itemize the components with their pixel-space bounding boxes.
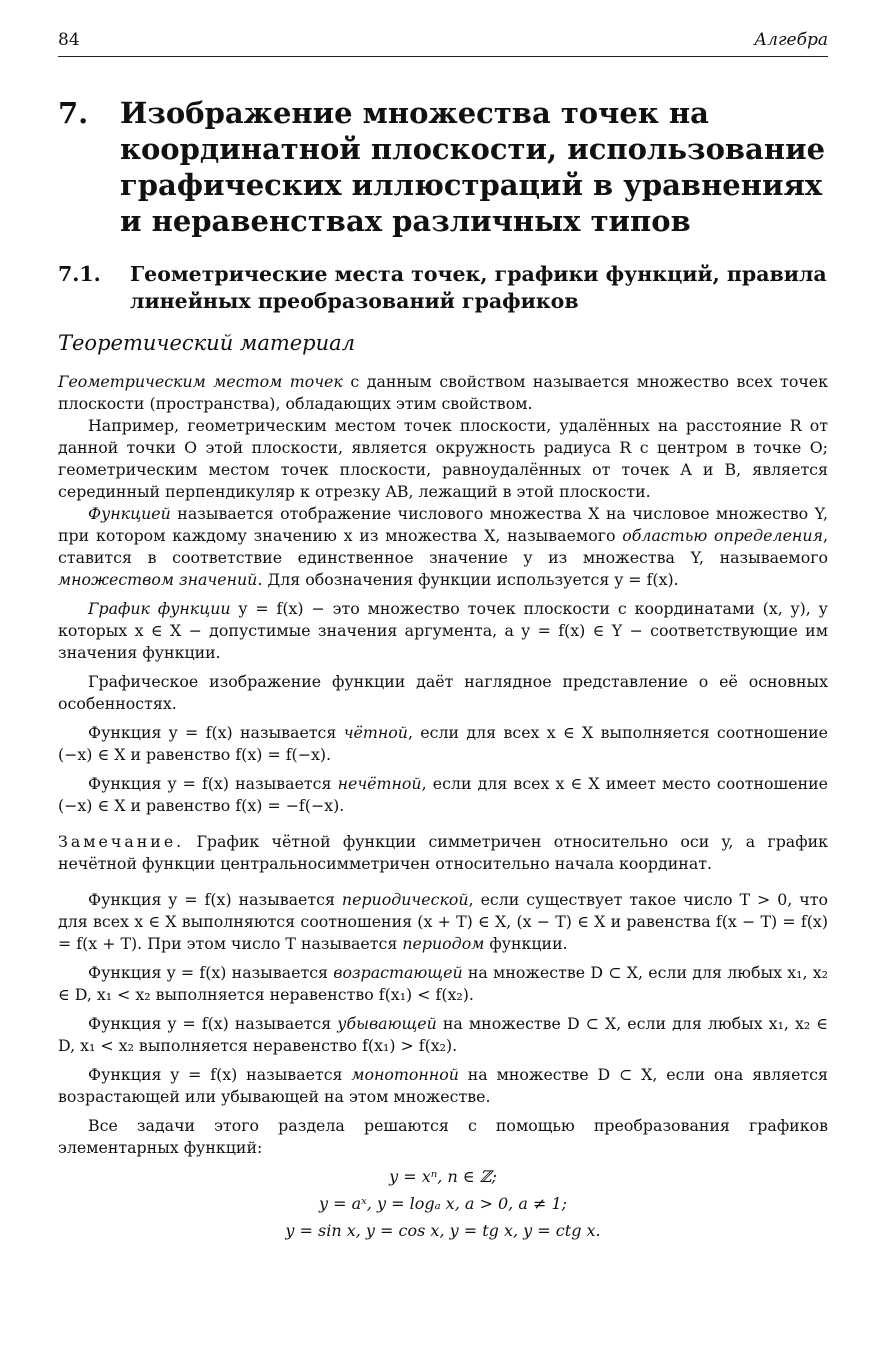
text: y = f(x) − это множество точек плоскости с координатами (x, y), у которых x ∈ X − допустимые значения аргумента, а y = f(x) ∈ Y − соответствующие им значения функции.	[58, 599, 828, 662]
remark-label: Замечание.	[58, 832, 185, 851]
term: периодической	[341, 890, 469, 909]
subsection-heading: Теоретический материал	[58, 331, 356, 355]
paragraph-decreasing-function	[58, 1013, 828, 1057]
text: на множестве D ⊂ X, если для любых x₁, x₂ ∈ D, x₁ < x₂ выполняется неравенство f(x₁) > f(x₂).	[58, 1014, 828, 1055]
term: возрастающей	[333, 963, 463, 982]
formula-line: y = xⁿ, n ∈ ℤ;	[389, 1167, 497, 1186]
text: Функция y = f(x) называется	[88, 963, 334, 982]
term: множеством значений	[58, 570, 258, 589]
text: Функция y = f(x) называется	[88, 723, 344, 742]
chapter-heading	[58, 95, 828, 239]
chapter-title: Изображение множества точек на координатной плоскости, использование графических иллюстраций в уравнениях и неравенствах различных типов	[120, 96, 826, 238]
term: убывающей	[337, 1014, 437, 1033]
section-number: 7.1.	[58, 262, 101, 286]
text: на множестве D ⊂ X, если она является возрастающей или убывающей на этом множестве.	[58, 1065, 828, 1106]
paragraph-function-definition	[58, 503, 828, 591]
text: . Для обозначения функции используется y = f(x).	[257, 570, 679, 589]
paragraph-graph-definition	[58, 598, 828, 664]
text: называется отображение числового множества X на числовое множество Y, при котором каждому значению x из множества X, называемого	[58, 504, 828, 545]
section-title: Геометрические места точек, графики функций, правила линейных преобразований графиков	[130, 262, 827, 313]
text: Функция y = f(x) называется	[88, 1065, 352, 1084]
text: с данным свойством называется множество всех точек плоскости (пространства), обладающих этим свойством.	[58, 372, 828, 413]
text: , если для всех x ∈ X выполняется соотношение (−x) ∈ X и равенство f(x) = f(−x).	[58, 723, 828, 764]
text: Функция y = f(x) называется	[88, 1014, 338, 1033]
paragraph-elementary-functions: Все задачи этого раздела решаются с помощью преобразования графиков элементарных функций:	[58, 1116, 828, 1157]
text: , если для всех x ∈ X имеет место соотношение (−x) ∈ X и равенство f(x) = −f(−x).	[58, 774, 828, 815]
section-heading	[58, 261, 828, 315]
paragraph-graph-representation: Графическое изображение функции даёт наглядное представление о её основных особенностях.	[58, 672, 828, 713]
paragraph-locus-definition	[58, 371, 828, 415]
formula-block	[58, 1163, 828, 1244]
text: , если существует такое число T > 0, что для всех x ∈ X выполняются соотношения (x + T) ∈ X, (x − T) ∈ X и равенства f(x − T) = f(x) = f(x + T). При этом число T называется	[58, 890, 828, 953]
text: функции.	[484, 934, 568, 953]
page	[58, 30, 828, 1244]
chapter-number: 7.	[58, 96, 89, 130]
text: Функция y = f(x) называется	[88, 890, 342, 909]
formula-line: y = sin x, y = cos x, y = tg x, y = ctg x.	[285, 1221, 601, 1240]
term: Функцией	[88, 504, 171, 523]
running-header	[58, 30, 828, 57]
term: нечётной	[337, 774, 422, 793]
page-number: 84	[58, 30, 80, 50]
paragraph-remark	[58, 831, 828, 875]
text: Функция y = f(x) называется	[88, 774, 338, 793]
term: периодом	[402, 934, 485, 953]
text: на множестве D ⊂ X, если для любых x₁, x₂ ∈ D, x₁ < x₂ выполняется неравенство f(x₁) < f(x₂).	[58, 963, 828, 1004]
paragraph-periodic-function	[58, 889, 828, 955]
term: монотонной	[351, 1065, 459, 1084]
text: , ставится в соответствие единственное значение y из множества Y, называемого	[58, 526, 828, 567]
term: чётной	[343, 723, 408, 742]
term: областью определения	[622, 526, 823, 545]
paragraph-monotonic-function	[58, 1064, 828, 1108]
formula-line: y = aˣ, y = logₐ x, a > 0, a ≠ 1;	[318, 1194, 568, 1213]
paragraph-locus-example: Например, геометрическим местом точек плоскости, удалённых на расстояние R от данной точки O этой плоскости, является окружность радиуса R с центром в точке O; геометрическим местом точек плоскости, равноудалённых от точек A и B, является серединный перпендикуляр к отрезку AB, лежащий в этой плоскости.	[58, 416, 828, 501]
running-section: Алгебра	[754, 30, 828, 50]
paragraph-increasing-function	[58, 962, 828, 1006]
paragraph-odd-function	[58, 773, 828, 817]
term: График функции	[88, 599, 231, 618]
paragraph-even-function	[58, 722, 828, 766]
term: Геометрическим местом точек	[58, 372, 343, 391]
text: График чётной функции симметричен относительно оси y, а график нечётной функции центральносимметричен относительно начала координат.	[58, 832, 828, 873]
